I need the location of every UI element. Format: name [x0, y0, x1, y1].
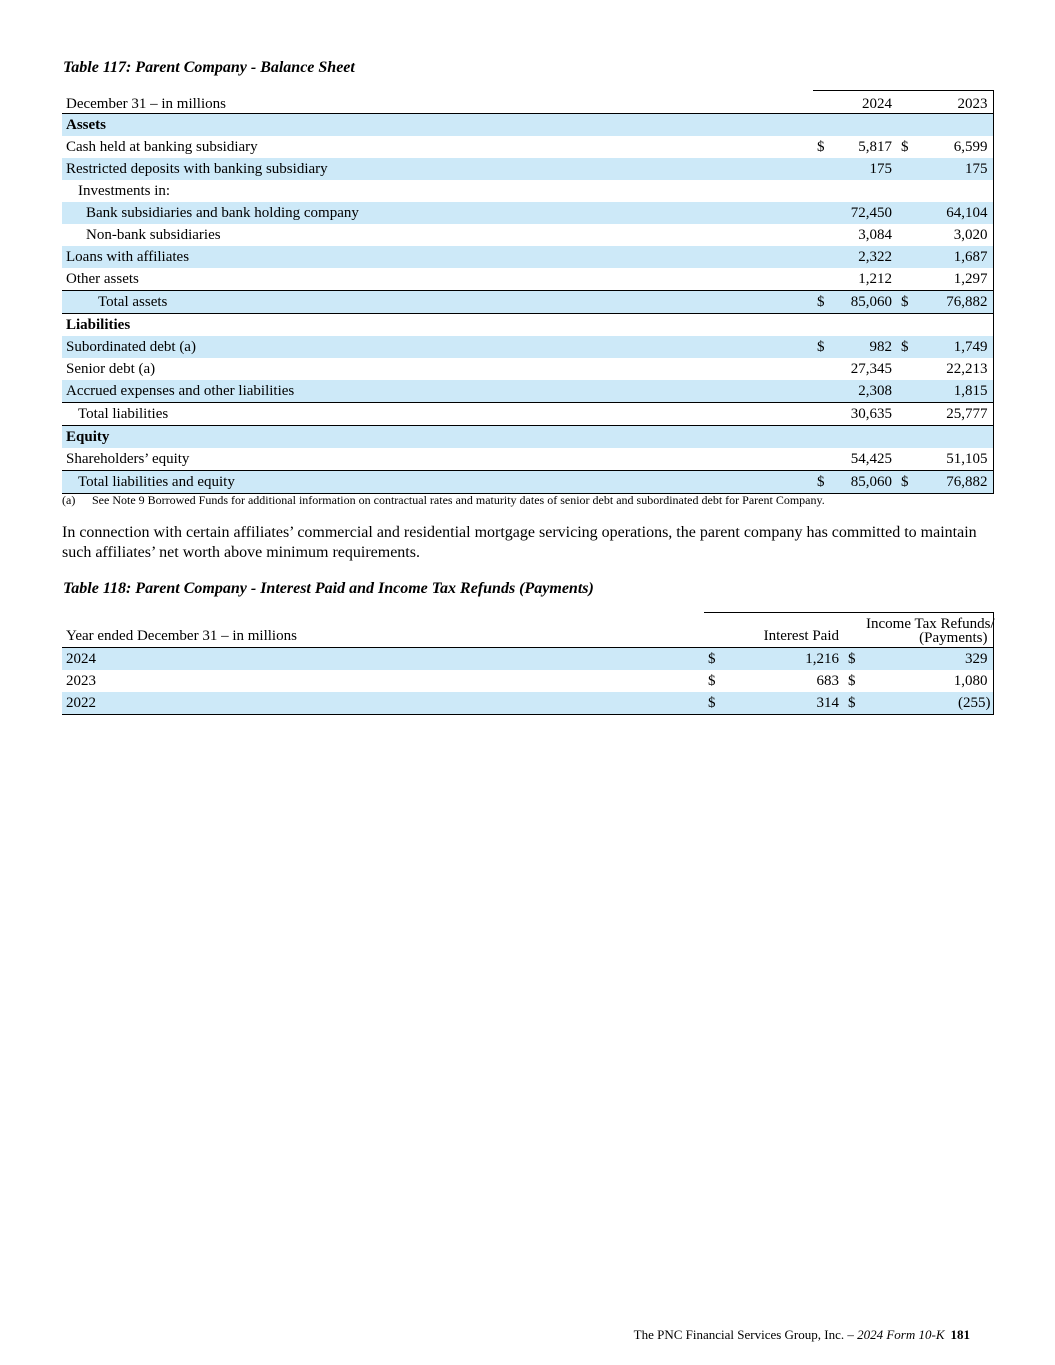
table-row [62, 224, 993, 246]
value-2023: 1,749 [919, 336, 993, 358]
dollar-sign [813, 380, 835, 403]
row-label: Total liabilities and equity [62, 471, 813, 494]
assets-heading: Assets [62, 114, 813, 137]
footnote [62, 493, 825, 508]
table-header-row [62, 613, 993, 648]
row-label: Cash held at banking subsidiary [66, 138, 258, 155]
interest-paid-value: 683 [816, 672, 839, 689]
dollar-sign: $ [813, 291, 835, 314]
table-header-row [62, 91, 993, 114]
header-col-2023: 2023 [919, 91, 993, 114]
footer-company: The PNC Financial Services Group, Inc. – [633, 1327, 854, 1342]
dollar-sign [897, 246, 919, 268]
dollar-sign [813, 448, 835, 471]
row-label: Other assets [62, 268, 813, 291]
body-paragraph: In connection with certain affiliates’ commercial and residential mortgage servicing operations, the parent company has committed to maintain such affiliates’ net worth above minimum requirements. [62, 524, 977, 561]
value-2023: 3,020 [919, 224, 993, 246]
row-label: Bank subsidiaries and bank holding company [62, 202, 813, 224]
income-tax-value: 329 [866, 648, 993, 671]
page-number: 181 [950, 1327, 970, 1342]
footer-form: 2024 Form 10-K [857, 1327, 945, 1342]
value-2023: 6,599 [919, 136, 993, 158]
value-2024: 30,635 [835, 403, 897, 426]
income-tax-value: (255) [866, 692, 993, 715]
value-2024: 175 [835, 158, 897, 180]
dollar-sign [897, 403, 919, 426]
value-2023: 25,777 [919, 403, 993, 426]
total-liabilities-row [62, 403, 993, 426]
value-2023: 1,297 [919, 268, 993, 291]
row-label: Restricted deposits with banking subsidiary [62, 158, 813, 180]
table-row [62, 448, 993, 471]
total-assets-row [62, 291, 993, 314]
dollar-sign [897, 268, 919, 291]
row-label: Total assets [62, 291, 813, 314]
dollar-sign: $ [844, 692, 866, 715]
value-2023: 22,213 [919, 358, 993, 380]
section-heading-row [62, 314, 993, 337]
value-2024: 2,322 [835, 246, 897, 268]
dollar-sign [897, 202, 919, 224]
income-tax-value: 1,080 [866, 670, 993, 692]
value-2023: 76,882 [919, 471, 993, 494]
dollar-sign: $ [813, 471, 835, 494]
value-2023: 64,104 [919, 202, 993, 224]
value-2024: 54,425 [835, 448, 897, 471]
dollar-sign [897, 358, 919, 380]
table-row [62, 358, 993, 380]
table-row [62, 380, 993, 403]
value-2024: 85,060 [835, 291, 897, 314]
interest-paid-value: 1,216 [726, 648, 844, 671]
dollar-sign: $ [704, 648, 726, 671]
header-col-2024: 2024 [835, 91, 897, 114]
table-row [62, 246, 993, 268]
row-label: 2022 [62, 692, 704, 715]
page-footer [634, 1327, 970, 1343]
total-liabilities-equity-row [62, 471, 993, 494]
row-label: Investments in: [78, 182, 171, 199]
value-2024: 2,308 [835, 380, 897, 403]
liabilities-heading: Liabilities [66, 316, 131, 333]
footnote-mark: (a) [62, 493, 76, 507]
footnote-text: See Note 9 Borrowed Funds for additional information on contractual rates and maturity dates of senior debt and subordinated debt for Parent Company. [92, 493, 825, 507]
table-row [62, 158, 993, 180]
table-row [62, 670, 993, 692]
dollar-sign: $ [901, 138, 909, 155]
row-label: Loans with affiliates [62, 246, 813, 268]
value-2024: 1,212 [835, 268, 897, 291]
dollar-sign: $ [848, 672, 856, 689]
dollar-sign [813, 158, 835, 180]
row-label: Total liabilities [62, 403, 813, 426]
header-label: Year ended December 31 – in millions [62, 613, 704, 648]
value-2023: 1,687 [919, 246, 993, 268]
dollar-sign: $ [708, 672, 716, 689]
row-label: 2023 [66, 672, 96, 689]
value-2024: 982 [835, 336, 897, 358]
dollar-sign: $ [704, 692, 726, 715]
header-label: December 31 – in millions [62, 91, 813, 114]
table-row [62, 648, 993, 671]
dollar-sign [897, 380, 919, 403]
dollar-sign [813, 403, 835, 426]
header-interest-paid: Interest Paid [726, 613, 844, 648]
dollar-sign [897, 158, 919, 180]
dollar-sign: $ [897, 471, 919, 494]
dollar-sign [813, 224, 835, 246]
dollar-sign [897, 448, 919, 471]
value-2024: 5,817 [858, 138, 892, 155]
dollar-sign [813, 202, 835, 224]
value-2023: 76,882 [919, 291, 993, 314]
dollar-sign: $ [897, 336, 919, 358]
table-row [62, 180, 993, 202]
value-2024: 27,345 [850, 360, 892, 377]
row-label: Senior debt (a) [66, 360, 156, 377]
section-heading-row [62, 114, 993, 137]
table-118-title: Table 118: Parent Company - Interest Paid and Income Tax Refunds (Payments) [63, 580, 594, 597]
value-2024: 3,084 [858, 226, 892, 243]
row-label: 2024 [62, 648, 704, 671]
row-label: Non-bank subsidiaries [86, 226, 221, 243]
header-income-tax [866, 613, 993, 648]
table-117-title: Table 117: Parent Company - Balance Sheet [63, 59, 355, 76]
interest-tax-table [62, 612, 994, 715]
value-2023: 51,105 [919, 448, 993, 471]
dollar-sign [813, 268, 835, 291]
section-heading-row [62, 426, 993, 449]
header-income-tax-line1: Income Tax Refunds/ [866, 616, 995, 632]
table-row [62, 692, 993, 715]
row-label: Shareholders’ equity [62, 448, 813, 471]
dollar-sign: $ [844, 648, 866, 671]
dollar-sign: $ [897, 291, 919, 314]
table-row [62, 336, 993, 358]
interest-paid-value: 314 [726, 692, 844, 715]
value-2024: 85,060 [835, 471, 897, 494]
header-income-tax-line2: (Payments) [919, 630, 988, 646]
value-2023: 175 [919, 158, 993, 180]
dollar-sign: $ [817, 138, 825, 155]
dollar-sign [813, 246, 835, 268]
dollar-sign [897, 224, 919, 246]
table-row [62, 202, 993, 224]
value-2023: 1,815 [919, 380, 993, 403]
row-label: Subordinated debt (a) [62, 336, 813, 358]
table-row [62, 136, 993, 158]
table-row [62, 268, 993, 291]
balance-sheet-table [62, 90, 994, 494]
equity-heading: Equity [62, 426, 813, 449]
dollar-sign [813, 358, 835, 380]
row-label: Accrued expenses and other liabilities [62, 380, 813, 403]
dollar-sign: $ [813, 336, 835, 358]
value-2024: 72,450 [835, 202, 897, 224]
